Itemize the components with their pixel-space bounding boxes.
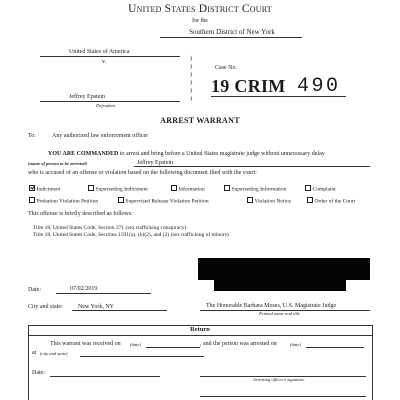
redacted-block xyxy=(214,280,346,291)
name-label: (name of person to be arrested) xyxy=(28,161,88,166)
judge-caption: Printed name and title xyxy=(259,311,301,316)
received-text: This warrant was received on xyxy=(50,341,121,347)
judge-name: The Honorable Barbara Moses, U.S. Magistrate Judge xyxy=(206,303,337,309)
to-label: To: xyxy=(28,133,36,139)
at-label: at xyxy=(32,350,37,356)
option-complaint[interactable]: Complaint xyxy=(305,185,336,193)
option-superseding-information[interactable]: Superseding Information xyxy=(224,185,286,193)
district-name: Southern District of New York xyxy=(189,28,275,36)
accused-text: who is accused of an offense or violation based on the following document filed with the court: xyxy=(28,170,257,176)
checkbox-icon[interactable] xyxy=(88,185,94,191)
city-state-label: City and state: xyxy=(28,304,63,310)
redacted-signature xyxy=(198,258,370,280)
arrestee-name: Jeffrey Epstein xyxy=(137,160,174,166)
plaintiff-name: United States of America xyxy=(69,49,130,55)
check-icon[interactable] xyxy=(29,185,35,191)
city-state-hint: (city and state) xyxy=(40,351,68,356)
checkbox-icon[interactable] xyxy=(29,197,35,203)
option-violation-notice[interactable]: Violation Notice xyxy=(247,197,291,205)
checkbox-icon[interactable] xyxy=(307,197,313,203)
court-title: United States District Court xyxy=(128,3,272,15)
arrest-warrant-page: United States District Court for the Southern District of New York United States of America v. Jeffrey Epstein Defendant ) ) ) ) ) ) Case No. 19 CRIM 490 ARREST WARRANT To: Any authorized law enforcement officer YOU ARE COMMANDED to arrest and bring before a United States magistrate judge without unnecessary delay (name of person to be arrested) Jeffrey Epstein who is accused of an offense or violation based on the following document filed with the court: Indictment Superseding Indictment Information Superseding Information Complaint Probation Violation Petition Supervised Release Violation Petition Violation Notice Order of the Court This offense is briefly described as follows: Title 18, United States Code, Section 371 (sex trafficking conspiracy) Title 18, United States Code, Sections 1591(a), (b)(2), and (2) (sex trafficking of minors) Date: 07/02/2019 City and state: New York, NY The Honorable Barbara Moses, U.S. Magistrate Judge Printed name and title Return This warrant was received on (date) , and the person was arrested on (date) at (city and state) Date: Arresting officer's signature xyxy=(0,0,400,400)
checkbox-icon[interactable] xyxy=(171,185,177,191)
offense-line-2: Title 18, United States Code, Sections 1591(a), (b)(2), and (2) (sex trafficking of minors) xyxy=(33,232,229,238)
defendant-label: Defendant xyxy=(96,103,116,108)
received-date-hint: (date) xyxy=(130,342,141,347)
option-supervised-release-violation[interactable]: Supervised Release Violation Petition xyxy=(118,197,209,205)
officer-caption: Arresting officer's signature xyxy=(253,377,305,382)
option-order-of-court[interactable]: Order of the Court xyxy=(307,197,355,205)
option-superseding-indictment[interactable]: Superseding Indictment xyxy=(88,185,148,193)
date-label: Date: xyxy=(28,287,41,293)
case-number-prefix: 19 CRIM xyxy=(211,76,286,96)
warrant-title: ARREST WARRANT xyxy=(160,116,240,125)
command-text xyxy=(48,151,325,157)
defendant-name: Jeffrey Epstein xyxy=(69,94,106,100)
arrested-text: , and the person was arrested on xyxy=(200,341,277,347)
for-the-label: for the xyxy=(192,18,208,24)
checkbox-icon[interactable] xyxy=(305,185,311,191)
offense-line-1: Title 18, United States Code, Section 371 (sex trafficking conspiracy) xyxy=(33,225,187,231)
command-body: to arrest and bring before a United States magistrate judge without unnecessary delay xyxy=(118,151,325,157)
checkbox-icon[interactable] xyxy=(224,185,230,191)
option-information[interactable]: Information xyxy=(171,185,205,193)
option-probation-violation[interactable]: Probation Violation Petition xyxy=(29,197,98,205)
checkbox-icon[interactable] xyxy=(118,197,124,203)
checkbox-icon[interactable] xyxy=(247,197,253,203)
to-recipient: Any authorized law enforcement officer xyxy=(52,133,149,139)
return-date-label: Date: xyxy=(32,370,45,376)
offense-intro: This offense is briefly described as follows: xyxy=(28,211,133,217)
city-state-value: New York, NY xyxy=(78,304,115,310)
case-number: 490 xyxy=(297,75,341,98)
return-title: Return xyxy=(190,326,210,333)
option-indictment[interactable]: Indictment xyxy=(29,185,60,193)
issue-date: 07/02/2019 xyxy=(70,286,98,292)
versus-label: v. xyxy=(102,59,107,65)
case-number-label: Case No. xyxy=(215,65,237,71)
arrested-date-hint: (date) xyxy=(290,342,301,347)
command-lead: YOU ARE COMMANDED xyxy=(48,151,119,157)
